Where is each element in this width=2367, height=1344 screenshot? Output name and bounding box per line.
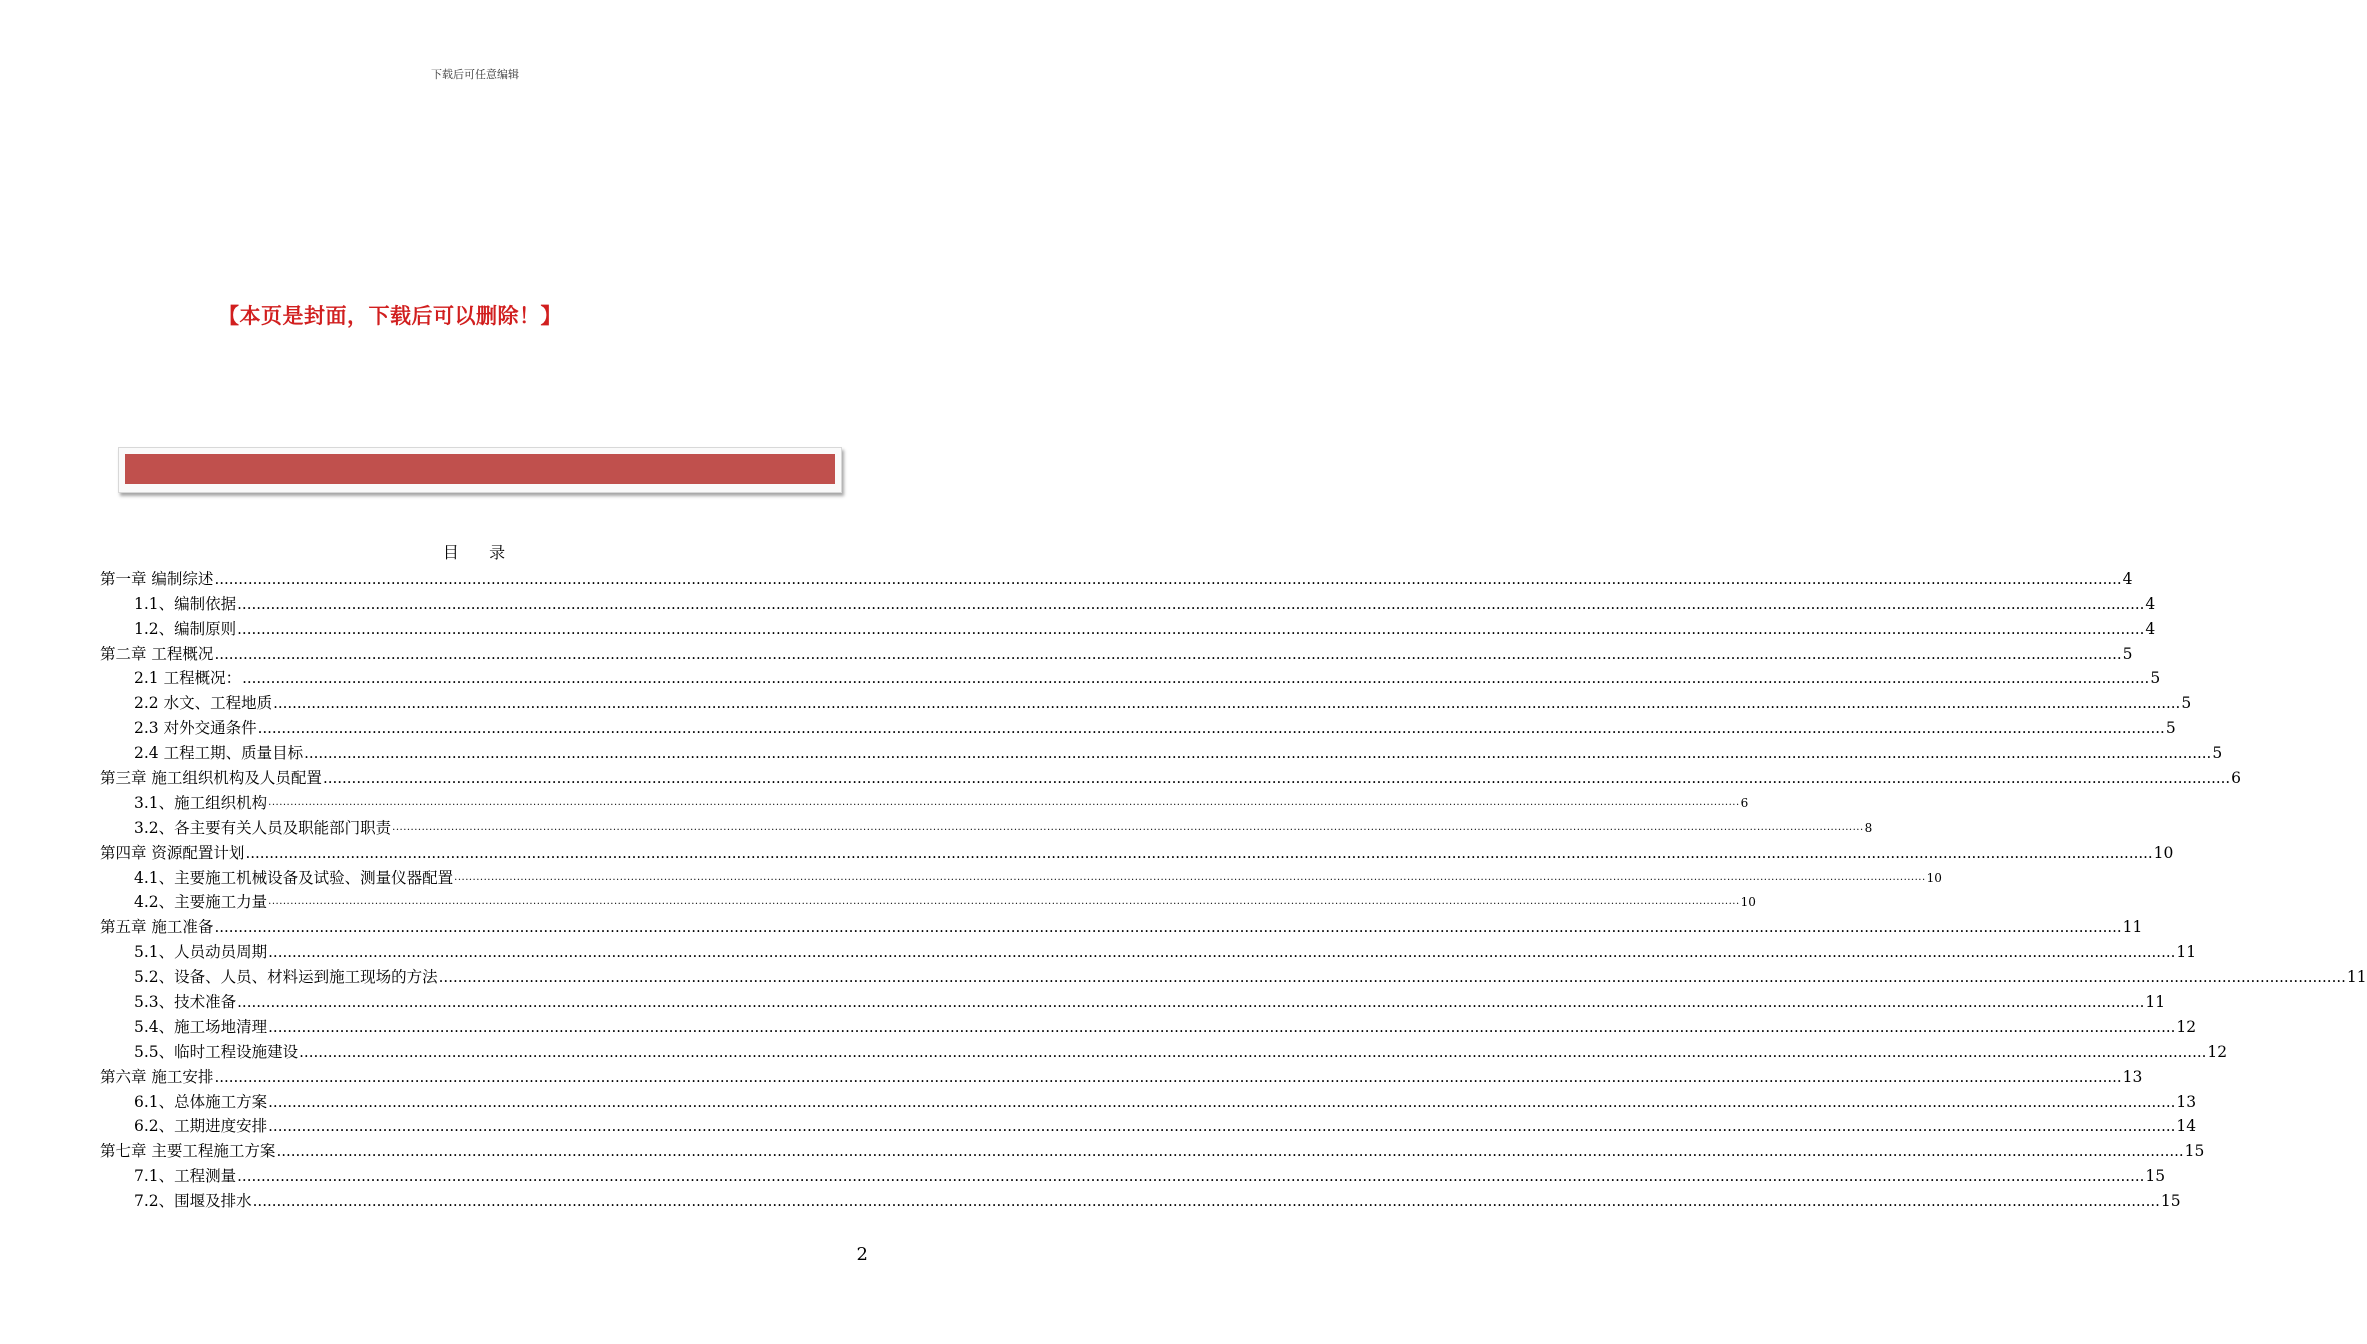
- toc-entry-title: 5.1、人员动员周期: [134, 943, 268, 962]
- toc-entry-title: 7.1、工程测量: [134, 1167, 237, 1186]
- toc-entry[interactable]: [100, 1087, 2197, 1112]
- toc-entry-title: 第七章 主要工程施工方案: [100, 1142, 276, 1161]
- toc-entry-page: 11: [2176, 943, 2197, 962]
- toc-leader-dots: ................................................................................................................................................................................................................................................................................................................................................................................................................: [237, 993, 2145, 1012]
- toc-entry[interactable]: [100, 912, 2143, 937]
- toc-leader-dots: ................................................................................................................................................................................................................................................................................................................................................................................................................: [245, 843, 2153, 862]
- toc-entry-title: 第四章 资源配置计划: [100, 843, 245, 862]
- toc-entry[interactable]: [100, 713, 2176, 738]
- cover-removal-notice: 【本页是封面，下载后可以删除！】: [218, 304, 562, 328]
- toc-entry-title: 5.4、施工场地清理: [134, 1017, 268, 1036]
- toc-entry-title: 1.2、编制原则: [134, 619, 237, 638]
- toc-leader-dots: ................................................................................................................................................................................................................................................................................................................................................................................................................: [268, 1117, 2176, 1136]
- toc-entry[interactable]: [100, 987, 2166, 1012]
- toc-entry-page: 14: [2176, 1117, 2197, 1136]
- toc-entry[interactable]: [100, 1062, 2143, 1087]
- toc-entry[interactable]: [100, 639, 2133, 664]
- toc-entry-page: 5: [2181, 694, 2192, 713]
- toc-leader-dots: ................................................................................................................................................................................................................................................................................................................................................................................................................: [242, 669, 2150, 688]
- toc-entry[interactable]: [100, 1112, 2197, 1137]
- toc-entry[interactable]: [100, 888, 1756, 913]
- toc-leader-dots: ................................................................................................................................................................................................................................................................................................................................................................................................................: [214, 918, 2122, 937]
- toc-entry-page: 6: [1740, 795, 1749, 810]
- toc-entry-title: 2.2 水文、工程地质: [134, 694, 273, 713]
- toc-entry-page: 15: [2160, 1192, 2181, 1211]
- toc-entry[interactable]: [100, 688, 2192, 713]
- toc-leader-dots: ................................................................................................................................................................................................................................................................................................................................................................................................................: [237, 594, 2145, 613]
- toc-entry-page: 13: [2176, 1092, 2197, 1111]
- toc-entry-page: 5: [2122, 644, 2133, 663]
- toc-entry-page: 11: [2346, 968, 2367, 987]
- toc-entry-page: 5: [2165, 719, 2176, 738]
- toc-entry-title: 1.1、编制依据: [134, 594, 237, 613]
- toc-entry-page: 10: [1926, 870, 1942, 885]
- toc-leader-dots: ................................................................................................................................................................................................................................................................................................................................................................................................................: [268, 1092, 2176, 1111]
- toc-leader-dots: ................................................................................................................................................................................................................................................................................................................................................................................................................: [214, 1067, 2122, 1086]
- toc-entry[interactable]: [100, 1186, 2181, 1211]
- toc-entry-title: 第六章 施工安排: [100, 1067, 214, 1086]
- toc-entry-page: 4: [2145, 594, 2156, 613]
- toc-entry[interactable]: [100, 838, 2174, 863]
- toc-entry-title: 6.1、总体施工方案: [134, 1092, 268, 1111]
- toc-entry[interactable]: [100, 962, 2367, 987]
- toc-entry[interactable]: [100, 589, 2156, 614]
- toc-leader-dots: ................................................................................................................................................................................................................................................................................................................................................................................................................: [392, 821, 1864, 833]
- toc-entry-page: 10: [1740, 895, 1756, 910]
- toc-entry-title: 第三章 施工组织机构及人员配置: [100, 769, 322, 788]
- toc-leader-dots: ................................................................................................................................................................................................................................................................................................................................................................................................................: [214, 644, 2122, 663]
- toc-leader-dots: ................................................................................................................................................................................................................................................................................................................................................................................................................: [454, 871, 1926, 883]
- table-of-contents: [100, 564, 2367, 1211]
- toc-entry-title: 7.2、围堰及排水: [134, 1192, 252, 1211]
- toc-entry[interactable]: [100, 1136, 2205, 1161]
- toc-entry-title: 5.2、设备、人员、材料运到施工现场的方法: [134, 968, 438, 987]
- toc-entry[interactable]: [100, 564, 2133, 589]
- toc-entry-title: 2.3 对外交通条件: [134, 719, 257, 738]
- toc-entry-page: 12: [2207, 1042, 2228, 1061]
- toc-leader-dots: ................................................................................................................................................................................................................................................................................................................................................................................................................: [237, 1167, 2145, 1186]
- toc-entry-title: 5.3、技术准备: [134, 993, 237, 1012]
- toc-leader-dots: ................................................................................................................................................................................................................................................................................................................................................................................................................: [268, 1017, 2176, 1036]
- toc-entry-page: 11: [2145, 993, 2166, 1012]
- toc-leader-dots: ................................................................................................................................................................................................................................................................................................................................................................................................................: [299, 1042, 2207, 1061]
- toc-entry-page: 10: [2153, 843, 2174, 862]
- toc-leader-dots: ................................................................................................................................................................................................................................................................................................................................................................................................................: [252, 1192, 2160, 1211]
- toc-entry-page: 4: [2145, 619, 2156, 638]
- toc-entry[interactable]: [100, 813, 1873, 838]
- toc-entry[interactable]: [100, 788, 1749, 813]
- toc-leader-dots: ................................................................................................................................................................................................................................................................................................................................................................................................................: [438, 968, 2346, 987]
- toc-leader-dots: ................................................................................................................................................................................................................................................................................................................................................................................................................: [268, 943, 2176, 962]
- toc-entry-title: 3.1、施工组织机构: [134, 793, 268, 812]
- page-header: 下载后可任意编辑: [431, 68, 519, 81]
- toc-entry-title: 6.2、工期进度安排: [134, 1117, 268, 1136]
- toc-leader-dots: ................................................................................................................................................................................................................................................................................................................................................................................................................: [268, 796, 1740, 808]
- toc-entry[interactable]: [100, 664, 2161, 689]
- toc-entry-page: 4: [2122, 569, 2133, 588]
- toc-leader-dots: ................................................................................................................................................................................................................................................................................................................................................................................................................: [304, 744, 2212, 763]
- toc-entry-title: 5.5、临时工程设施建设: [134, 1042, 299, 1061]
- toc-leader-dots: ................................................................................................................................................................................................................................................................................................................................................................................................................: [214, 569, 2122, 588]
- toc-entry[interactable]: [100, 863, 1942, 888]
- page-number: 2: [856, 1244, 868, 1265]
- toc-entry-title: 2.1 工程概况：: [134, 669, 242, 688]
- toc-entry[interactable]: [100, 937, 2197, 962]
- toc-leader-dots: ................................................................................................................................................................................................................................................................................................................................................................................................................: [257, 719, 2165, 738]
- cover-banner-frame: [118, 447, 842, 493]
- toc-entry-page: 13: [2122, 1067, 2143, 1086]
- toc-entry-page: 5: [2212, 744, 2223, 763]
- toc-entry-title: 2.4 工程工期、质量目标: [134, 744, 304, 763]
- toc-entry-page: 15: [2145, 1167, 2166, 1186]
- toc-entry-title: 4.1、主要施工机械设备及试验、测量仪器配置: [134, 868, 454, 887]
- toc-leader-dots: ................................................................................................................................................................................................................................................................................................................................................................................................................: [276, 1142, 2184, 1161]
- toc-entry-page: 11: [2122, 918, 2143, 937]
- toc-entry-page: 6: [2231, 769, 2242, 788]
- toc-entry[interactable]: [100, 1161, 2166, 1186]
- toc-entry[interactable]: [100, 614, 2156, 639]
- toc-entry-page: 12: [2176, 1017, 2197, 1036]
- toc-entry-title: 第五章 施工准备: [100, 918, 214, 937]
- toc-entry[interactable]: [100, 763, 2242, 788]
- toc-leader-dots: ................................................................................................................................................................................................................................................................................................................................................................................................................: [237, 619, 2145, 638]
- toc-entry-title: 第二章 工程概况: [100, 644, 214, 663]
- toc-leader-dots: ................................................................................................................................................................................................................................................................................................................................................................................................................: [268, 896, 1740, 908]
- toc-leader-dots: ................................................................................................................................................................................................................................................................................................................................................................................................................: [273, 694, 2181, 713]
- toc-entry-page: 15: [2184, 1142, 2205, 1161]
- cover-banner: [125, 454, 835, 484]
- toc-entry-title: 3.2、各主要有关人员及职能部门职责: [134, 818, 392, 837]
- toc-entry[interactable]: [100, 1012, 2197, 1037]
- toc-entry-title: 第一章 编制综述: [100, 569, 214, 588]
- toc-title: 目 录: [442, 543, 508, 562]
- toc-entry[interactable]: [100, 738, 2223, 763]
- toc-entry[interactable]: [100, 1037, 2228, 1062]
- toc-leader-dots: ................................................................................................................................................................................................................................................................................................................................................................................................................: [322, 769, 2231, 788]
- toc-entry-page: 8: [1864, 820, 1873, 835]
- toc-entry-page: 5: [2150, 669, 2161, 688]
- toc-entry-title: 4.2、主要施工力量: [134, 893, 268, 912]
